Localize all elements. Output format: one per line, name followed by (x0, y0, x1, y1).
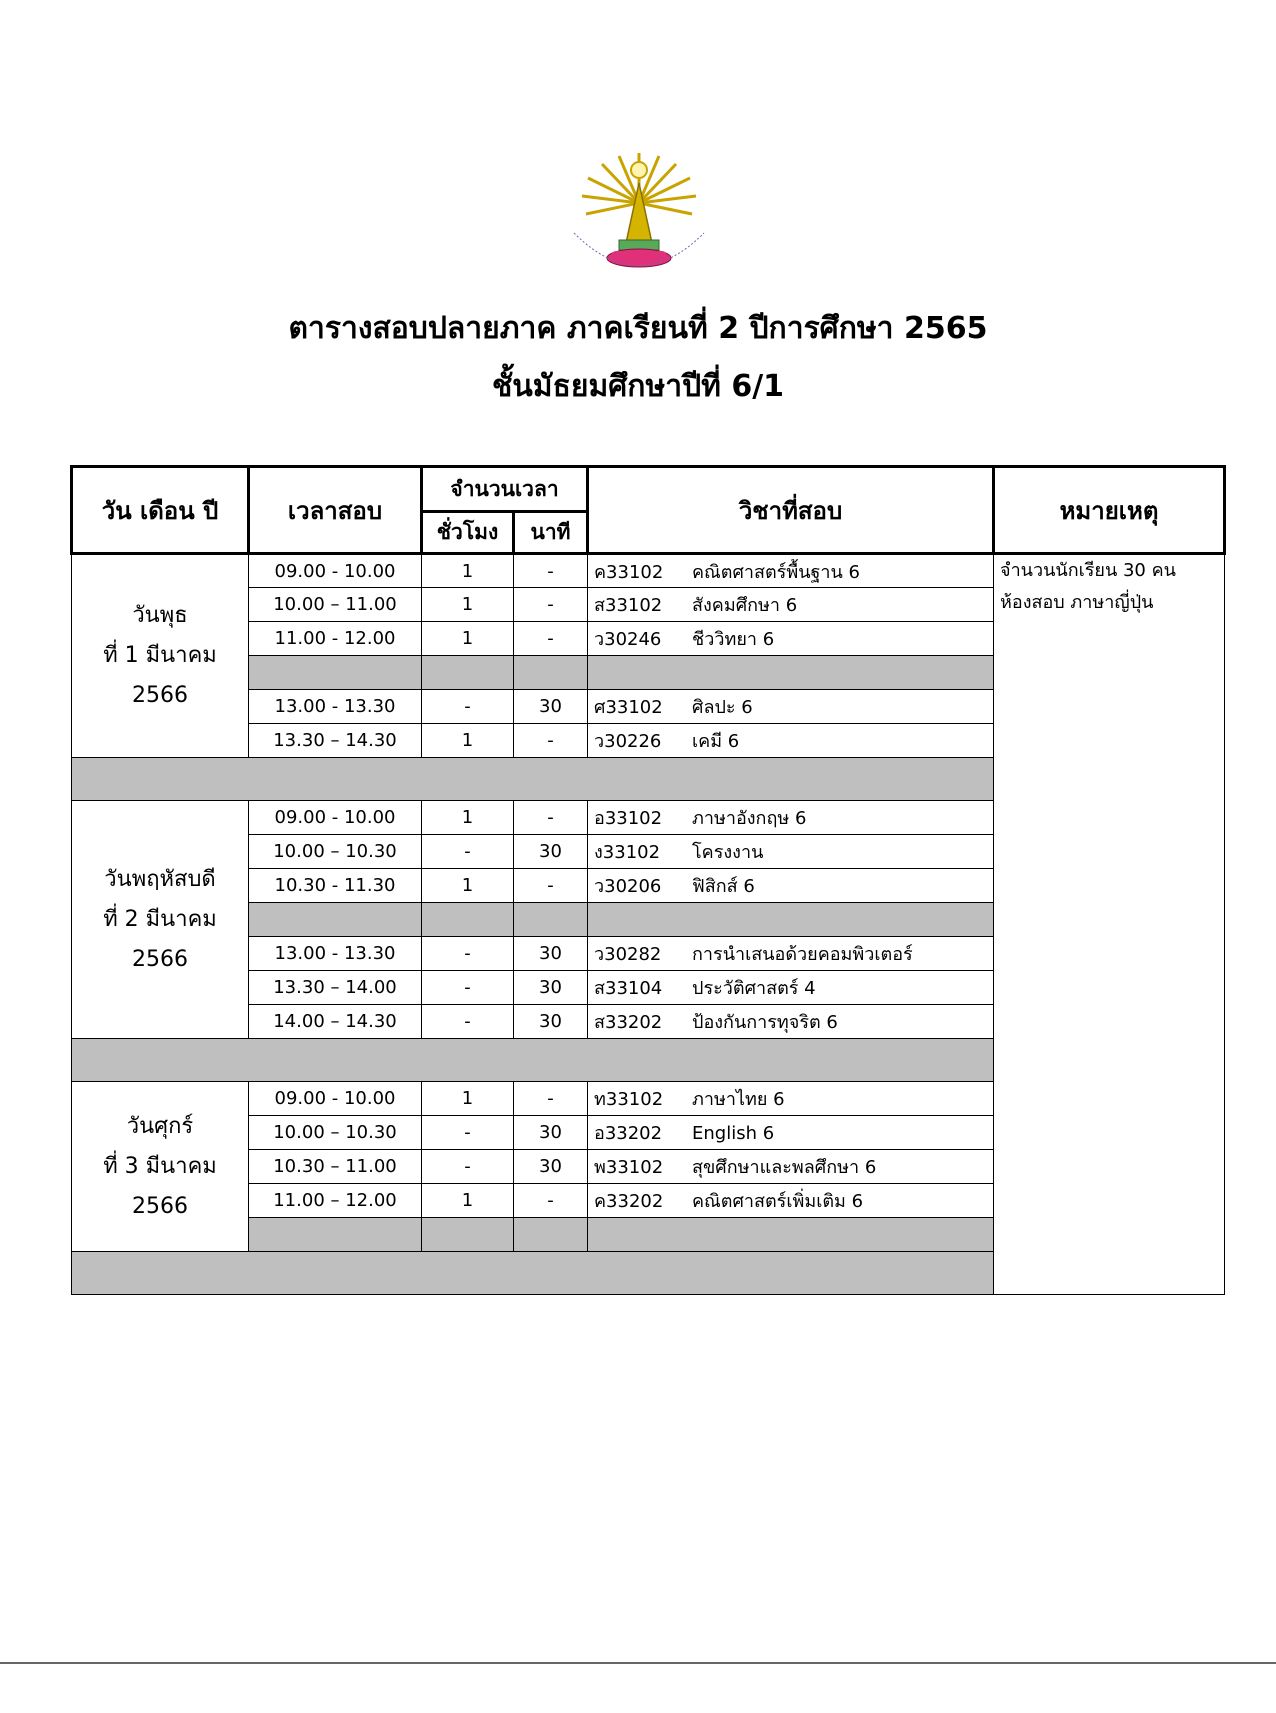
header-date: วัน เดือน ปี (72, 467, 249, 554)
exam-schedule-table (70, 465, 1226, 1295)
day-cell: วันพุธ ที่ 1 มีนาคม 2566 (72, 554, 249, 758)
table-row: 11.00 – 12.00 1 - ค33202 คณิตศาสตร์เพิ่มเติม 6 (72, 1184, 1225, 1218)
header-time: เวลาสอบ (249, 467, 422, 554)
page-bottom-rule (0, 1662, 1276, 1664)
table-row: วันพฤหัสบดี ที่ 2 มีนาคม 2566 09.00 - 10.00 1 - อ33102 ภาษาอังกฤษ 6 (72, 801, 1225, 835)
table-row: 11.00 - 12.00 1 - ว30246 ชีววิทยา 6 (72, 622, 1225, 656)
table-row: วันพุธ ที่ 1 มีนาคม 2566 09.00 - 10.00 1 - ค33102 คณิตศาสตร์พื้นฐาน 6 จำนวนนักเรียน 30 คน ห้องสอบ ภาษาญี่ปุ่น (72, 554, 1225, 588)
day-cell: วันศุกร์ ที่ 3 มีนาคม 2566 (72, 1082, 249, 1252)
table-row: 10.00 – 11.00 1 - ส33102 สังคมศึกษา 6 (72, 588, 1225, 622)
table-row: 10.00 – 10.30 - 30 ง33102 โครงงาน (72, 835, 1225, 869)
table-row: 13.30 – 14.00 - 30 ส33104 ประวัติศาสตร์ 4 (72, 971, 1225, 1005)
day-cell: วันพฤหัสบดี ที่ 2 มีนาคม 2566 (72, 801, 249, 1039)
header-minutes: นาที (514, 512, 588, 554)
document-title: ตารางสอบปลายภาค ภาคเรียนที่ 2 ปีการศึกษา 2565 (288, 311, 988, 346)
table-row: 10.30 – 11.00 - 30 พ33102 สุขศึกษาและพลศึกษา 6 (72, 1150, 1225, 1184)
header-hours: ชั่วโมง (422, 512, 514, 554)
table-row: 14.00 – 14.30 - 30 ส33202 ป้องกันการทุจริต 6 (72, 1005, 1225, 1039)
table-row: วันศุกร์ ที่ 3 มีนาคม 2566 09.00 - 10.00 1 - ท33102 ภาษาไทย 6 (72, 1082, 1225, 1116)
table-row: 10.00 – 10.30 - 30 อ33202 English 6 (72, 1116, 1225, 1150)
header-duration: จำนวนเวลา (422, 467, 588, 512)
remarks-cell: จำนวนนักเรียน 30 คน ห้องสอบ ภาษาญี่ปุ่น (994, 554, 1225, 1295)
table-row: 10.30 - 11.30 1 - ว30206 ฟิสิกส์ 6 (72, 869, 1225, 903)
table-row: 13.30 – 14.30 1 - ว30226 เคมี 6 (72, 724, 1225, 758)
table-row: 13.00 - 13.30 - 30 ว30282 การนำเสนอด้วยคอมพิวเตอร์ (72, 937, 1225, 971)
header-subject: วิชาที่สอบ (588, 467, 994, 554)
school-emblem-icon (564, 148, 714, 288)
header-remarks: หมายเหตุ (994, 467, 1225, 554)
table-row: 13.00 - 13.30 - 30 ศ33102 ศิลปะ 6 (72, 690, 1225, 724)
document-subtitle: ชั้นมัธยมศึกษาปีที่ 6/1 (491, 369, 785, 404)
